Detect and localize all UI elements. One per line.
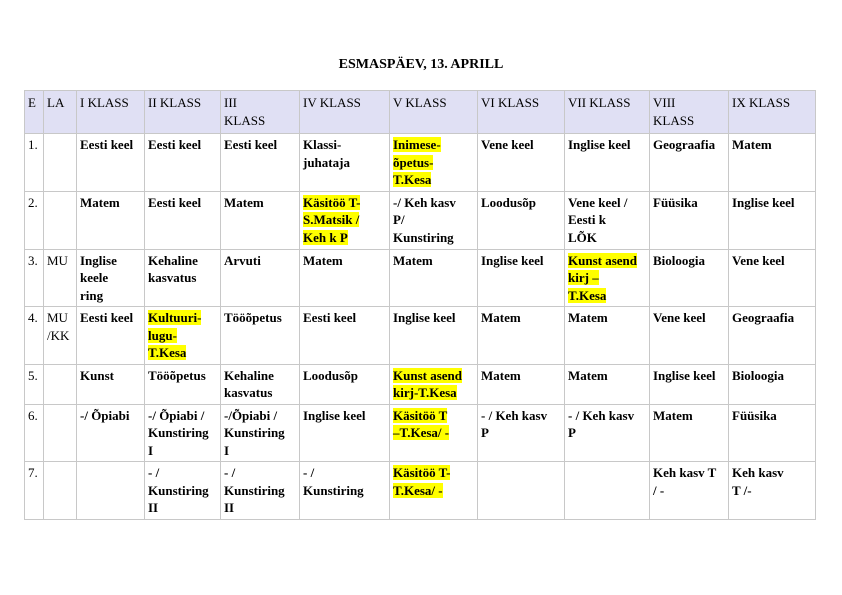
table-row [25, 364, 816, 404]
column-header [390, 91, 478, 134]
column-header-label: III KLASS [224, 95, 266, 128]
schedule-cell [565, 462, 650, 520]
subject-label: Kunst [80, 367, 114, 383]
subject-label: Geograafia [732, 310, 795, 325]
column-header [729, 91, 816, 134]
schedule-cell [650, 462, 729, 520]
subject-label: Geograafia [653, 137, 716, 152]
table-row [25, 249, 816, 307]
subject-label: Käsitöö T- T.Kesa/ - [393, 465, 451, 498]
subject-label: Bioloogia [732, 367, 785, 383]
column-header-label: II KLASS [148, 95, 202, 110]
lesson-number: 2. [25, 191, 44, 249]
table-row [25, 134, 816, 192]
schedule-cell [300, 404, 390, 462]
column-header-label: IV KLASS [303, 95, 361, 110]
schedule-cell [478, 191, 565, 249]
la-cell [44, 307, 77, 365]
schedule-cell [729, 462, 816, 520]
subject-label: Keh kasv T /- [732, 465, 784, 498]
schedule-cell [390, 364, 478, 404]
schedule-cell [478, 249, 565, 307]
lesson-number: 7. [25, 462, 44, 520]
subject-label: Vene keel [732, 252, 785, 268]
schedule-cell [650, 134, 729, 192]
column-header [650, 91, 729, 134]
schedule-cell [729, 364, 816, 404]
la-cell [44, 364, 77, 404]
schedule-cell [565, 191, 650, 249]
subject-label: - / Keh kasv P [568, 407, 635, 440]
column-header-label: VIII KLASS [653, 95, 695, 128]
subject-label: Matem [481, 310, 521, 325]
la-label: MU /KK [47, 310, 70, 343]
schedule-cell [729, 307, 816, 365]
subject-label: Matem [393, 252, 433, 268]
subject-label: Inglise keel [393, 310, 456, 325]
subject-label: Matem [653, 407, 693, 423]
subject-label: Kehaline kasvatus [224, 367, 274, 400]
la-cell [44, 191, 77, 249]
subject-label: Kunst asend kirj – T.Kesa [568, 252, 637, 303]
subject-label: Tööõpetus [224, 310, 282, 325]
schedule-cell [221, 462, 300, 520]
column-header-label: IX KLASS [732, 95, 791, 110]
la-cell [44, 462, 77, 520]
schedule-cell [565, 249, 650, 307]
subject-label: Käsitöö T- S.Matsik / Keh k P [303, 194, 361, 245]
subject-label: -/ Õpiabi / Kunstiring I [148, 407, 209, 458]
schedule-cell [145, 134, 221, 192]
subject-label: Loodusõp [481, 194, 536, 210]
schedule-cell [565, 404, 650, 462]
schedule-cell [300, 191, 390, 249]
schedule-cell [77, 191, 145, 249]
subject-label: Vene keel [481, 137, 534, 152]
subject-label: -/ Õpiabi [80, 407, 130, 423]
subject-label: Vene keel / Eesti k LÕK [568, 194, 628, 245]
subject-label: -/Õpiabi / Kunstiring I [224, 407, 285, 458]
schedule-cell [145, 462, 221, 520]
schedule-cell [221, 134, 300, 192]
subject-label: Matem [303, 252, 343, 268]
subject-label: - / Kunstiring II [148, 465, 209, 515]
schedule-cell [729, 404, 816, 462]
subject-label: Eesti keel [303, 310, 357, 325]
column-header-label: I KLASS [80, 95, 129, 110]
schedule-cell [390, 191, 478, 249]
subject-label: Matem [568, 310, 608, 325]
subject-label: - / Kunstiring II [224, 465, 285, 515]
schedule-cell [300, 364, 390, 404]
schedule-cell [77, 462, 145, 520]
schedule-cell [145, 249, 221, 307]
subject-label: Keh kasv T / - [653, 465, 717, 498]
subject-label: Inglise keele ring [80, 252, 117, 303]
column-header [77, 91, 145, 134]
schedule-cell [300, 307, 390, 365]
schedule-cell [77, 404, 145, 462]
schedule-cell [729, 134, 816, 192]
la-cell [44, 134, 77, 192]
la-label: MU [47, 252, 68, 268]
schedule-cell [77, 134, 145, 192]
lesson-number: 1. [25, 134, 44, 192]
subject-label: Füüsika [732, 407, 777, 423]
column-header [300, 91, 390, 134]
header-row [25, 91, 816, 134]
schedule-cell [390, 307, 478, 365]
schedule-cell [145, 364, 221, 404]
subject-label: Inglise keel [481, 252, 544, 268]
subject-label: Tööõpetus [148, 367, 206, 383]
subject-label: Kultuuri- lugu- T.Kesa [148, 310, 202, 360]
subject-label: Bioloogia [653, 252, 706, 268]
table-row [25, 404, 816, 462]
column-header-label: E [28, 95, 36, 110]
subject-label: Kunst asend kirj-T.Kesa [393, 367, 462, 400]
subject-label: Matem [224, 194, 264, 210]
la-cell [44, 249, 77, 307]
subject-label: Kehaline kasvatus [148, 252, 198, 285]
subject-label: Eesti keel [80, 310, 134, 325]
column-header [221, 91, 300, 134]
column-header [44, 91, 77, 134]
schedule-cell [478, 134, 565, 192]
subject-label: Loodusõp [303, 367, 358, 383]
schedule-cell [729, 191, 816, 249]
column-header-label: VII KLASS [568, 95, 631, 110]
schedule-cell [300, 462, 390, 520]
subject-label: - / Kunstiring [303, 465, 364, 498]
subject-label: Füüsika [653, 194, 698, 210]
schedule-cell [300, 134, 390, 192]
subject-label: Inglise keel [653, 367, 716, 383]
subject-label: Eesti keel [148, 137, 202, 152]
subject-label: - / Keh kasv P [481, 407, 548, 440]
schedule-cell [650, 307, 729, 365]
schedule-cell [478, 404, 565, 462]
schedule-cell [565, 307, 650, 365]
schedule-cell [650, 249, 729, 307]
subject-label: -/ Keh kasv P/ Kunstiring [393, 194, 456, 245]
schedule-cell [145, 404, 221, 462]
subject-label: Klassi- juhataja [303, 137, 350, 170]
column-header [565, 91, 650, 134]
subject-label: Vene keel [653, 310, 706, 325]
la-cell [44, 404, 77, 462]
schedule-cell [300, 249, 390, 307]
subject-label: Matem [732, 137, 772, 152]
schedule-cell [478, 462, 565, 520]
lesson-number: 3. [25, 249, 44, 307]
column-header [478, 91, 565, 134]
subject-label: Inglise keel [568, 137, 631, 152]
lesson-number: 5. [25, 364, 44, 404]
table-row [25, 191, 816, 249]
page-title: ESMASPÄEV, 13. APRILL [338, 57, 504, 72]
column-header-label: V KLASS [393, 95, 447, 110]
column-header [145, 91, 221, 134]
schedule-cell [77, 249, 145, 307]
schedule-cell [145, 307, 221, 365]
lesson-number: 4. [25, 307, 44, 365]
subject-label: Matem [568, 367, 608, 383]
schedule-cell [221, 191, 300, 249]
subject-label: Inimese- õpetus- T.Kesa [393, 137, 441, 187]
lesson-number: 6. [25, 404, 44, 462]
column-header-label: LA [47, 95, 65, 110]
column-header-label: VI KLASS [481, 95, 540, 110]
schedule-cell [390, 404, 478, 462]
schedule-cell [729, 249, 816, 307]
subject-label: Inglise keel [303, 407, 366, 423]
schedule-cell [77, 307, 145, 365]
schedule-cell [478, 307, 565, 365]
schedule-cell [221, 404, 300, 462]
schedule-cell [390, 462, 478, 520]
schedule-cell [565, 134, 650, 192]
schedule-cell [565, 364, 650, 404]
subject-label: Matem [481, 367, 521, 383]
schedule-cell [650, 364, 729, 404]
schedule-cell [478, 364, 565, 404]
subject-label: Eesti keel [148, 194, 202, 210]
schedule-cell [77, 364, 145, 404]
schedule-cell [221, 307, 300, 365]
table-row [25, 307, 816, 365]
column-header [25, 91, 44, 134]
subject-label: Eesti keel [224, 137, 278, 152]
schedule-cell [221, 364, 300, 404]
subject-label: Matem [80, 194, 120, 210]
subject-label: Arvuti [224, 252, 261, 268]
schedule-cell [650, 191, 729, 249]
schedule-cell [650, 404, 729, 462]
subject-label: Käsitöö T –T.Kesa/ - [393, 407, 450, 440]
schedule-cell [390, 249, 478, 307]
schedule-cell [221, 249, 300, 307]
subject-label: Inglise keel [732, 194, 795, 210]
schedule-cell [390, 134, 478, 192]
schedule-table [24, 90, 816, 520]
table-row [25, 462, 816, 520]
subject-label: Eesti keel [80, 137, 134, 152]
schedule-cell [145, 191, 221, 249]
